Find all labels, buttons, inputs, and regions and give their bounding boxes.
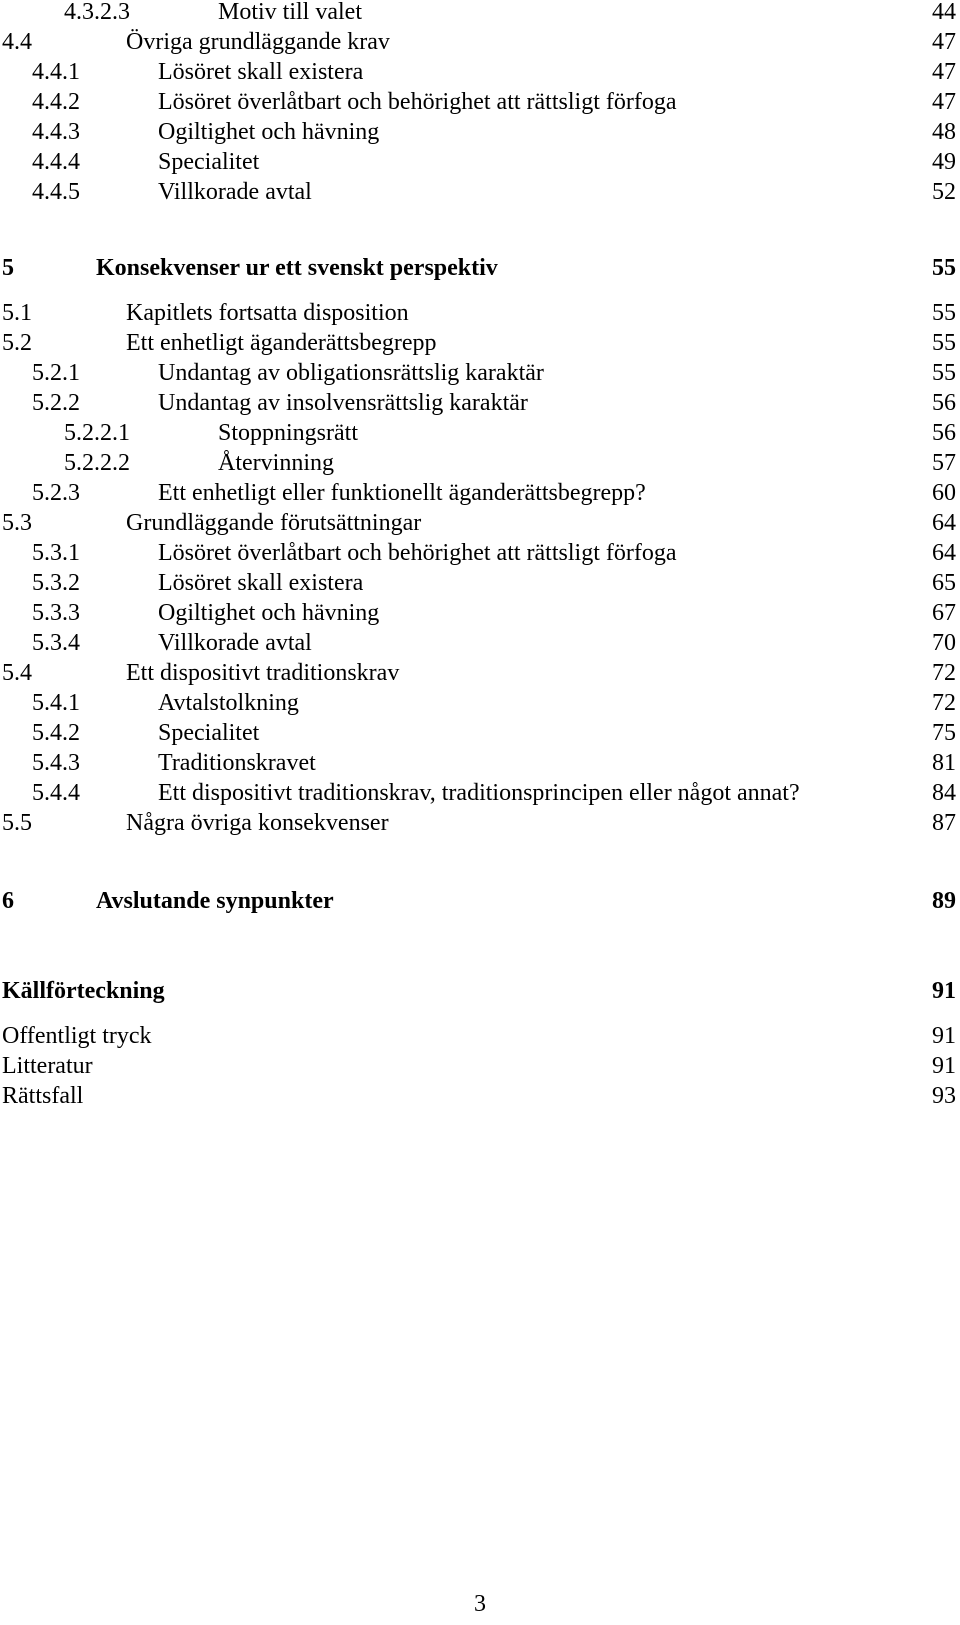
toc-entry	[0, 417, 960, 449]
toc-entry-title: Källförteckning	[2, 978, 165, 1004]
toc-entry-number: 5.2.3	[32, 480, 80, 506]
toc-entry-page: 47	[932, 59, 956, 85]
toc-entry-title: Lösöret överlåtbart och behörighet att rättsligt förfoga	[158, 89, 677, 115]
toc-entry-title: Övriga grundläggande krav	[126, 29, 390, 55]
toc-entry	[0, 357, 960, 389]
toc-entry-page: 72	[932, 660, 956, 686]
toc-entry-page: 55	[932, 330, 956, 356]
toc-entry-title: Litteratur	[2, 1053, 93, 1079]
toc-entry-number: 4.4	[2, 29, 32, 55]
toc-entry	[0, 597, 960, 629]
toc-entry-page: 64	[932, 540, 956, 566]
toc-entry-page: 64	[932, 510, 956, 536]
toc-entry-title: Lösöret överlåtbart och behörighet att rättsligt förfoga	[158, 540, 677, 566]
toc-entry	[0, 387, 960, 419]
toc-entry-page: 55	[932, 300, 956, 326]
toc-entry-number: 5.3.4	[32, 630, 80, 656]
toc-entry-page: 55	[932, 255, 956, 281]
toc-entry	[0, 807, 960, 839]
toc-entry	[0, 537, 960, 569]
toc-entry-title: Undantag av insolvensrättslig karaktär	[158, 390, 528, 416]
toc-entry-title: Ett enhetligt äganderättsbegrepp	[126, 330, 437, 356]
toc-entry-title: Stoppningsrätt	[218, 420, 359, 446]
toc-entry-number: 5.3.3	[32, 600, 80, 626]
toc-entry	[0, 56, 960, 88]
toc-entry-number: 5.3	[2, 510, 32, 536]
toc-entry-title: Lösöret skall existera	[158, 570, 364, 596]
toc-entry-title: Villkorade avtal	[158, 630, 312, 656]
toc-entry-page: 60	[932, 480, 956, 506]
toc-entry	[0, 297, 960, 329]
toc-entry-number: 6	[2, 888, 14, 914]
toc-entry	[0, 86, 960, 118]
toc-entry-title: Konsekvenser ur ett svenskt perspektiv	[96, 255, 498, 281]
toc-entry-number: 5.3.2	[32, 570, 80, 596]
toc-entry-title: Återvinning	[218, 450, 334, 476]
toc-entry-page: 56	[932, 420, 956, 446]
toc-entry	[0, 447, 960, 479]
toc-entry-page: 55	[932, 360, 956, 386]
toc-entry-page: 67	[932, 600, 956, 626]
toc-entry-number: 5.3.1	[32, 540, 80, 566]
toc-entry	[0, 687, 960, 719]
toc-entry-page: 81	[932, 750, 956, 776]
toc-entry	[0, 975, 960, 1007]
toc-entry-number: 5.4.3	[32, 750, 80, 776]
toc-entry-title: Motiv till valet	[218, 0, 362, 25]
toc-entry-number: 5.4.2	[32, 720, 80, 746]
toc-entry-title: Avtalstolkning	[158, 690, 299, 716]
toc-entry-number: 4.4.5	[32, 179, 80, 205]
toc-entry-page: 91	[932, 1023, 956, 1049]
toc-entry	[0, 146, 960, 178]
toc-entry-number: 5.2	[2, 330, 32, 356]
toc-entry-page: 87	[932, 810, 956, 836]
toc-entry	[0, 657, 960, 689]
toc-entry-number: 4.3.2.3	[64, 0, 130, 25]
toc-entry-page: 89	[932, 888, 956, 914]
toc-entry	[0, 477, 960, 509]
toc-entry	[0, 1080, 960, 1112]
toc-entry-title: Ett enhetligt eller funktionellt äganderättsbegrepp?	[158, 480, 646, 506]
toc-entry-title: Offentligt tryck	[2, 1023, 152, 1049]
toc-entry-title: Specialitet	[158, 720, 260, 746]
page-number: 3	[474, 1591, 486, 1617]
toc-entry	[0, 1050, 960, 1082]
toc-entry-page: 65	[932, 570, 956, 596]
toc-entry	[0, 885, 960, 917]
toc-entry	[0, 1020, 960, 1052]
toc-entry-number: 4.4.1	[32, 59, 80, 85]
toc-entry-number: 5.1	[2, 300, 32, 326]
toc-entry-title: Villkorade avtal	[158, 179, 312, 205]
toc-entry-title: Ogiltighet och hävning	[158, 119, 380, 145]
toc-entry-title: Avslutande synpunkter	[96, 888, 334, 914]
toc-entry-page: 49	[932, 149, 956, 175]
toc-entry-page: 91	[932, 1053, 956, 1079]
toc-entry-page: 48	[932, 119, 956, 145]
toc-entry	[0, 26, 960, 58]
toc-entry-page: 75	[932, 720, 956, 746]
toc-entry-page: 93	[932, 1083, 956, 1109]
toc-entry	[0, 252, 960, 284]
toc-entry-page: 47	[932, 29, 956, 55]
toc-entry-number: 4.4.2	[32, 89, 80, 115]
toc-entry-page: 84	[932, 780, 956, 806]
toc-entry-title: Lösöret skall existera	[158, 59, 364, 85]
toc-entry	[0, 116, 960, 148]
toc-entry-title: Traditionskravet	[158, 750, 316, 776]
toc-entry-number: 5.4.4	[32, 780, 80, 806]
toc-entry-title: Rättsfall	[2, 1083, 84, 1109]
toc-entry-title: Undantag av obligationsrättslig karaktär	[158, 360, 544, 386]
toc-entry-page: 44	[932, 0, 956, 25]
toc-entry-page: 70	[932, 630, 956, 656]
toc-entry-number: 5.2.2	[32, 390, 80, 416]
toc-entry	[0, 777, 960, 809]
toc-entry	[0, 327, 960, 359]
toc-entry-page: 47	[932, 89, 956, 115]
toc-entry-number: 5.2.2.2	[64, 450, 130, 476]
toc-entry-title: Ett dispositivt traditionskrav	[126, 660, 400, 686]
toc-entry	[0, 0, 960, 28]
toc-entry-page: 72	[932, 690, 956, 716]
toc-entry-number: 5.4.1	[32, 690, 80, 716]
toc-entry	[0, 717, 960, 749]
toc-entry-title: Kapitlets fortsatta disposition	[126, 300, 409, 326]
toc-entry-number: 4.4.3	[32, 119, 80, 145]
toc-entry-title: Grundläggande förutsättningar	[126, 510, 422, 536]
toc-entry	[0, 627, 960, 659]
toc-entry-title: Ett dispositivt traditionskrav, traditionsprincipen eller något annat?	[158, 780, 800, 806]
toc-entry-page: 52	[932, 179, 956, 205]
toc-entry-title: Några övriga konsekvenser	[126, 810, 389, 836]
toc-entry-title: Ogiltighet och hävning	[158, 600, 380, 626]
toc-entry-number: 4.4.4	[32, 149, 80, 175]
toc-entry	[0, 176, 960, 208]
toc-entry-number: 5.2.1	[32, 360, 80, 386]
toc-entry	[0, 507, 960, 539]
toc-entry-page: 56	[932, 390, 956, 416]
toc-entry-page: 91	[932, 978, 956, 1004]
toc-entry-number: 5.5	[2, 810, 32, 836]
toc-entry-number: 5.2.2.1	[64, 420, 130, 446]
toc-entry-page: 57	[932, 450, 956, 476]
toc-entry-title: Specialitet	[158, 149, 260, 175]
toc-entry	[0, 567, 960, 599]
toc-entry-number: 5	[2, 255, 14, 281]
toc-entry-number: 5.4	[2, 660, 32, 686]
toc-entry	[0, 747, 960, 779]
